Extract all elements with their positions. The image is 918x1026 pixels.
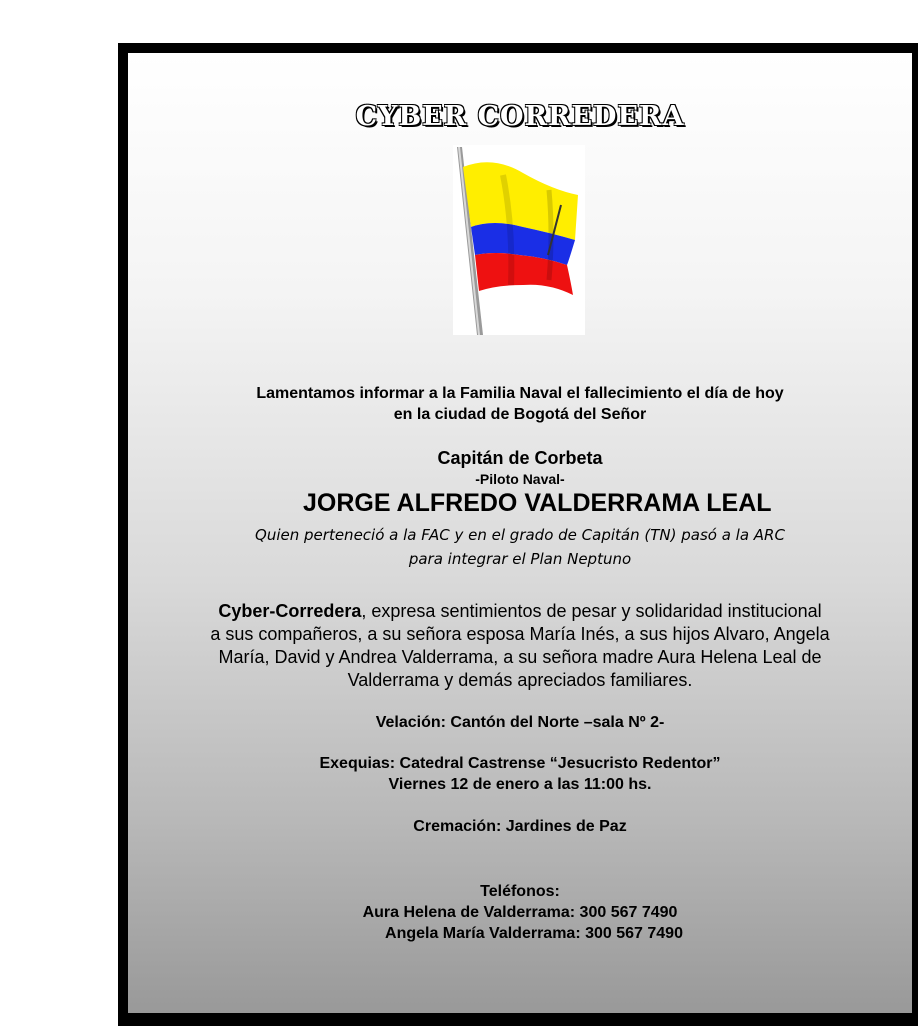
flag-graphic <box>453 145 585 335</box>
intro-line-1: Lamentamos informar a la Familia Naval el fallecimiento el día de hoy <box>256 385 784 402</box>
exequias-line-1: Exequias: Catedral Castrense “Jesucristo Redentor” <box>319 755 721 772</box>
cremacion-info: Cremación: Jardines de Paz <box>413 818 627 835</box>
notice-panel <box>128 53 912 1013</box>
exequias-line-2: Viernes 12 de enero a las 11:00 hs. <box>388 776 652 793</box>
colombia-flag-image <box>453 145 585 335</box>
deceased-name: JORGE ALFREDO VALDERRAMA LEAL <box>303 489 772 517</box>
career-text <box>128 523 912 571</box>
condolence-line-1-rest: , expresa sentimientos de pesar y solidaridad institucional <box>361 601 822 621</box>
condolence-line-2: a sus compañeros, a su señora esposa María Inés, a sus hijos Alvaro, Angela <box>210 624 830 644</box>
condolence-line-1 <box>168 600 872 623</box>
condolence-line-4: Valderrama y demás apreciados familiares. <box>347 670 693 690</box>
condolence-org: Cyber-Corredera <box>218 601 362 621</box>
specialty-label: -Piloto Naval- <box>475 471 565 487</box>
page-title: CYBER CORREDERA <box>355 101 685 132</box>
contacts-heading: Teléfonos: <box>480 883 560 900</box>
contacts-block <box>128 881 912 944</box>
condolence-paragraph <box>168 600 872 692</box>
velacion-info: Velación: Cantón del Norte –sala Nº 2- <box>375 714 665 731</box>
rank-label: Capitán de Corbeta <box>437 448 603 468</box>
career-line-2: para integrar el Plan Neptuno <box>408 550 632 568</box>
notice-frame <box>118 43 918 1026</box>
contact-line-1: Aura Helena de Valderrama: 300 567 7490 <box>362 904 678 921</box>
intro-text <box>128 383 912 425</box>
intro-line-2: en la ciudad de Bogotá del Señor <box>393 406 647 423</box>
contact-line-2: Angela María Valderrama: 300 567 7490 <box>385 925 683 942</box>
condolence-line-3: María, David y Andrea Valderrama, a su señora madre Aura Helena Leal de <box>218 647 822 667</box>
exequias-info <box>128 753 912 795</box>
career-line-1: Quien perteneció a la FAC y en el grado de Capitán (TN) pasó a la ARC <box>255 526 785 544</box>
